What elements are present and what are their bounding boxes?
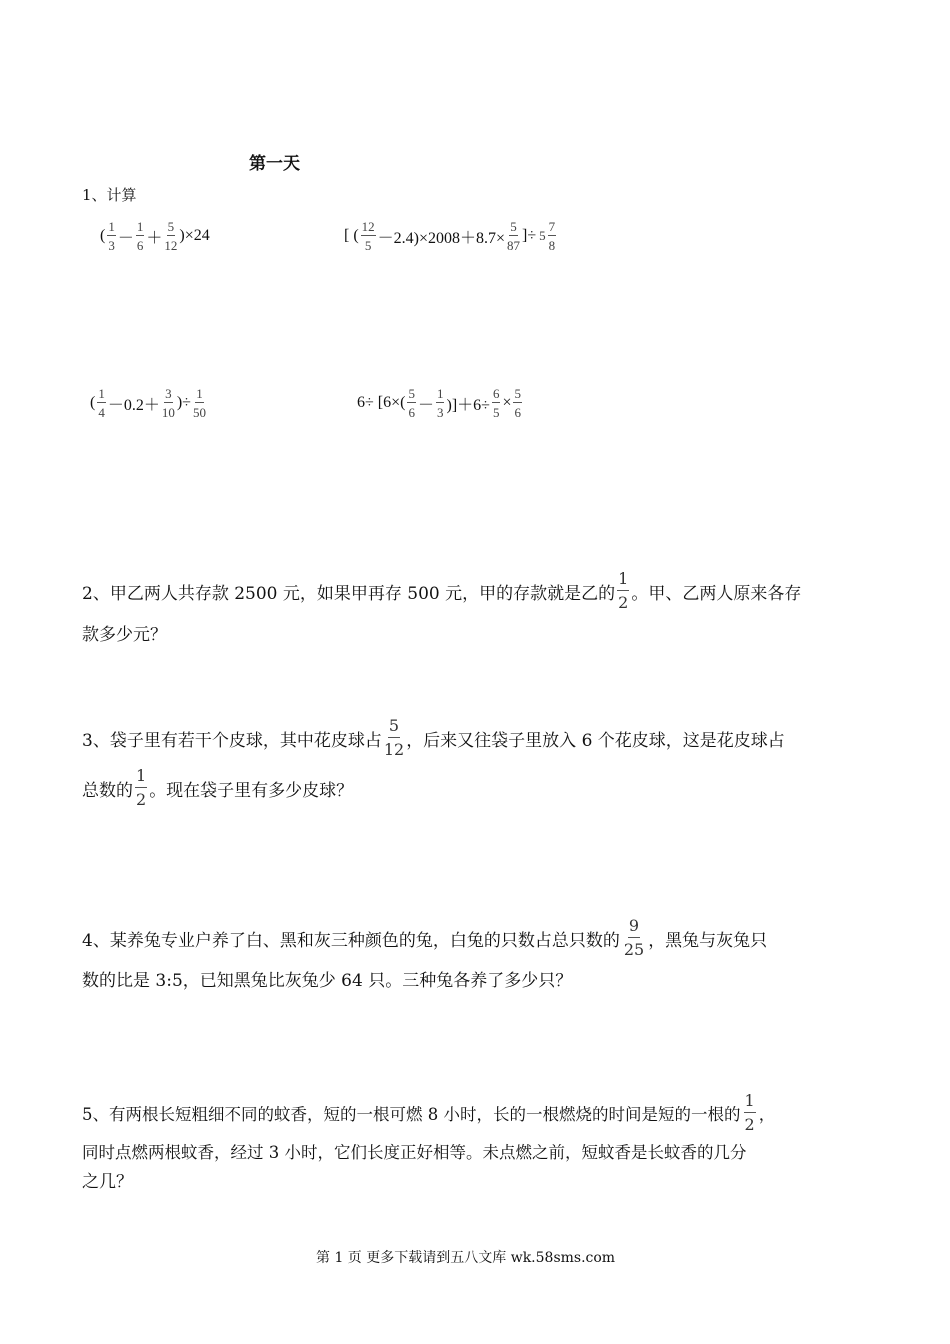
question-5-line-1 — [82, 1093, 775, 1133]
fraction — [492, 387, 501, 419]
mixed-number-whole: 5 — [539, 228, 546, 243]
fraction-numerator: 5 — [408, 386, 415, 401]
fraction-denominator: 10 — [161, 405, 175, 420]
fraction — [407, 387, 416, 419]
fraction-numerator: 1 — [135, 768, 147, 788]
fraction-denominator: 4 — [98, 405, 105, 420]
expression-4 — [357, 387, 524, 419]
question-4-line-2: 数的比是 3:5，已知黑兔比灰兔少 64 只。三种兔各养了多少只？ — [82, 971, 573, 991]
fraction-numerator: 5 — [388, 718, 400, 738]
fraction-numerator: 5 — [510, 219, 517, 234]
fraction — [164, 220, 177, 252]
expr-text: )×24 — [179, 227, 210, 244]
fraction — [361, 220, 376, 252]
question-text: 总数的 — [82, 780, 133, 801]
fraction-numerator: 5 — [514, 386, 521, 401]
fraction-denominator: 50 — [192, 405, 206, 420]
expr-text: －0.2＋ — [107, 396, 160, 414]
page-title: 第一天 — [249, 154, 300, 174]
question-3-line-1 — [82, 718, 785, 758]
fraction-denominator: 87 — [507, 238, 521, 253]
fraction — [135, 768, 147, 808]
expr-text: －2.4)×2008＋8.7× — [377, 229, 506, 247]
fraction — [384, 718, 404, 758]
expr-text: ( — [90, 394, 96, 411]
question-text: ，黑兔与灰兔只 — [648, 930, 768, 951]
expr-text: [ ( — [344, 227, 359, 244]
page-footer: 第 1 页 更多下载请到五八文库 wk.58sms.com — [316, 1250, 616, 1266]
question-4-line-1 — [82, 918, 767, 958]
fraction-denominator: 12 — [383, 740, 405, 759]
expr-operator: － — [117, 229, 134, 247]
fraction-denominator: 5 — [364, 238, 372, 253]
fraction-denominator: 6 — [408, 405, 415, 420]
fraction-denominator: 2 — [618, 593, 629, 612]
question-2-line-1 — [82, 571, 801, 611]
question-text: 2、甲乙两人共存款 2500 元，如果甲再存 500 元，甲的存款就是乙的 — [82, 583, 616, 604]
question-5-line-3: 之几？ — [82, 1172, 133, 1192]
fraction-denominator: 6 — [136, 238, 144, 253]
fraction-denominator: 5 — [492, 405, 500, 420]
fraction — [507, 220, 520, 252]
fraction-numerator: 9 — [628, 918, 640, 938]
fraction — [513, 387, 522, 419]
expression-2 — [344, 220, 558, 252]
question-2-line-2: 款多少元？ — [82, 625, 167, 645]
fraction-denominator: 3 — [108, 238, 115, 253]
expr-operator: － — [417, 396, 434, 414]
fraction — [107, 220, 116, 252]
question-text: ，后来又往袋子里放入 6 个花皮球，这是花皮球占 — [406, 730, 785, 751]
fraction-numerator: 1 — [436, 386, 444, 401]
expr-text: ]÷ — [522, 227, 537, 244]
fraction-numerator: 7 — [548, 219, 556, 234]
expr-text: 6÷ [6×( — [357, 394, 406, 411]
fraction-denominator: 12 — [164, 238, 178, 253]
question-text: 。现在袋子里有多少皮球？ — [149, 780, 354, 801]
expr-operator: × — [502, 394, 512, 411]
fraction — [744, 1093, 756, 1133]
expr-text: )÷ — [176, 394, 191, 411]
fraction — [548, 220, 557, 252]
question-text: 。甲、乙两人原来各存 — [631, 583, 802, 604]
fraction — [193, 387, 206, 419]
question-text: ， — [758, 1105, 776, 1124]
question-text: 5、有两根长短粗细不同的蚊香，短的一根可燃 8 小时，长的一根燃烧的时间是短的一根的 — [82, 1105, 741, 1124]
fraction-denominator: 6 — [514, 405, 521, 420]
fraction-denominator: 25 — [623, 940, 645, 959]
fraction-denominator: 2 — [744, 1115, 755, 1134]
fraction-numerator: 1 — [744, 1093, 756, 1113]
expression-3 — [90, 387, 208, 419]
expression-1 — [100, 220, 210, 252]
expr-text: ( — [100, 227, 106, 244]
fraction-numerator: 6 — [492, 386, 500, 401]
fraction-numerator: 1 — [108, 219, 115, 234]
expr-text: )]＋6÷ — [446, 396, 490, 414]
fraction-denominator: 8 — [548, 238, 556, 253]
question-text: 4、某养兔专业户养了白、黑和灰三种颜色的兔，白兔的只数占总只数的 — [82, 930, 620, 951]
fraction — [136, 220, 145, 252]
fraction-numerator: 3 — [165, 386, 172, 401]
fraction-denominator: 3 — [436, 405, 444, 420]
fraction-numerator: 5 — [167, 219, 175, 234]
fraction — [436, 387, 445, 419]
fraction-numerator: 1 — [196, 386, 203, 401]
expr-operator: ＋ — [146, 229, 163, 247]
question-1-label: 1、计算 — [82, 186, 137, 204]
fraction-numerator: 1 — [98, 386, 105, 401]
fraction — [624, 918, 644, 958]
fraction — [97, 387, 106, 419]
question-3-line-2 — [82, 768, 353, 808]
fraction-numerator: 12 — [361, 219, 375, 234]
question-5-line-2: 同时点燃两根蚊香，经过 3 小时，它们长度正好相等。未点燃之前，短蚊香是长蚊香的几分 — [82, 1143, 747, 1162]
fraction-numerator: 1 — [617, 571, 629, 591]
fraction-numerator: 1 — [136, 219, 144, 234]
question-text: 3、袋子里有若干个皮球，其中花皮球占 — [82, 730, 382, 751]
fraction-denominator: 2 — [136, 790, 147, 809]
fraction — [617, 571, 629, 611]
fraction — [162, 387, 175, 419]
